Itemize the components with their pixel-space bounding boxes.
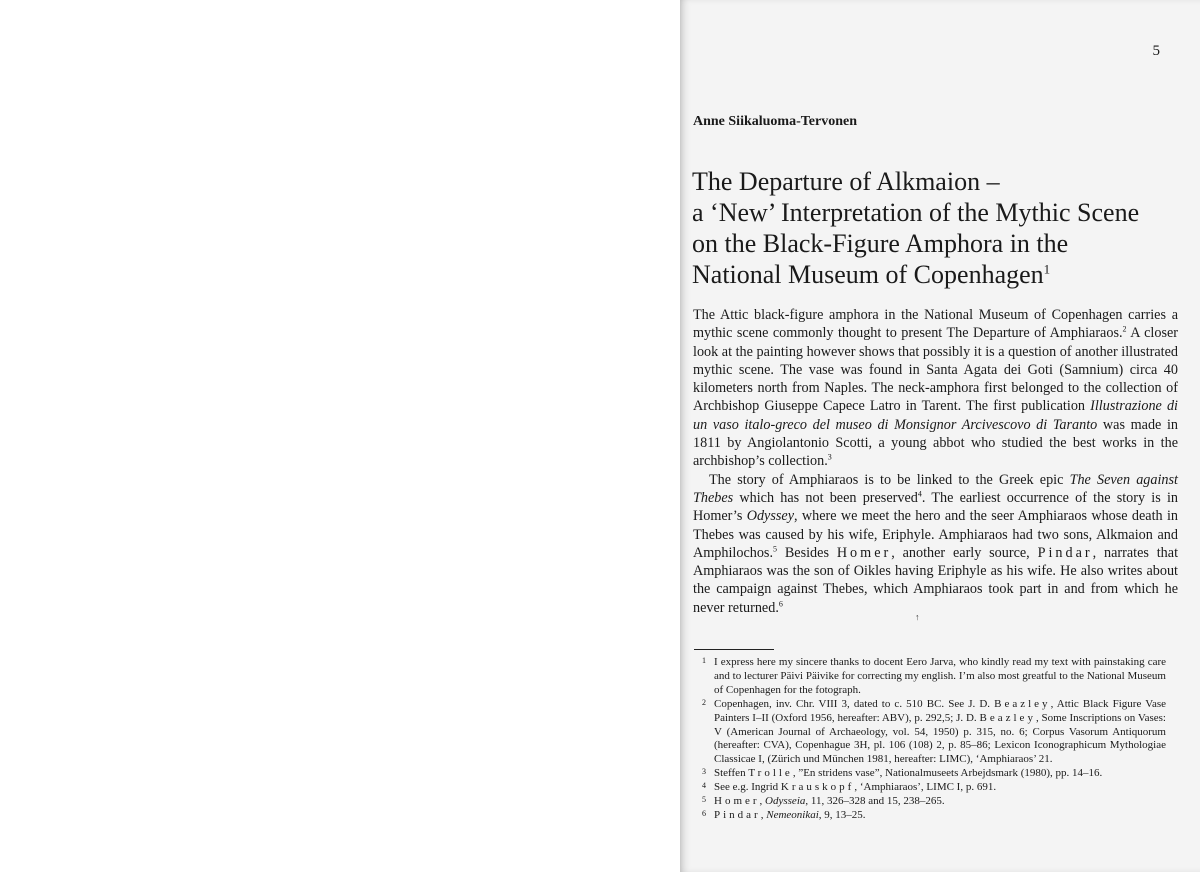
text-run: The Attic black-figure amphora in the National Museum of Copenhagen carries a mythic scene commonly thought to present The Departure of Amphiaraos. [693, 307, 1178, 342]
text-run: was made in 1811 by Angiolantonio Scotti, a young abbot who studied the best works in the archbishop’s collection. [693, 416, 1178, 470]
article-body [693, 306, 1178, 617]
footnote-number: 5 [702, 795, 706, 805]
footnote-ref[interactable]: 3 [827, 452, 832, 462]
footnote-number: 3 [702, 767, 706, 777]
paragraph [693, 306, 1178, 471]
footnote [694, 698, 1166, 768]
footnote-text: I express here my sincere thanks to docent Eero Jarva, who kindly read my text with painstaking care and to lecturer Päivi Päivike for correcting my english. I’m also most greatful to the National Museum of Copenhagen for the fotograph. [714, 656, 1166, 696]
publication-title: Illustrazione di un vaso italo-greco del museo di Monsignor Arcivescovo di Taranto [693, 398, 1179, 433]
work-title: Odyssey [746, 508, 794, 525]
footnote [694, 809, 1166, 823]
paper-page [680, 0, 1200, 872]
text-run: , narrates that Amphiaraos was the son of Oikles having Eriphyle as his wife. He also writes about the campaign against Thebes, which Amphiaraos took part in and from which he never returned. [693, 544, 1179, 616]
title-line: The Departure of Alkmaion – [692, 167, 1000, 196]
footnote-text: , Some Inscriptions on Vases: V (American Journal of Archaeology, vol. 54, 1950) p. 315, no. 6; Corpus Vasorum Antiquorum (hereafter: CVA), Copenhague 3H, pl. 106 (108) 2, p. 85–86; Lexicon Iconographicum Mythologiae Classicae I, (Zürich und München 1981, hereafter: LIMC), ‘Amphiaraos’ 21. [714, 711, 1166, 766]
page-number: 5 [1152, 43, 1160, 59]
pen-mark-icon: ↑ [915, 612, 920, 622]
footnote-text: , [759, 795, 766, 808]
text-run: The story of Amphiaraos is to be linked to the Greek epic [709, 471, 1070, 488]
footnote-text: , [760, 808, 767, 821]
footnote-divider [694, 649, 774, 650]
work-title: Odysseia [765, 795, 806, 808]
author-ref: Beazley [979, 711, 1036, 724]
author-ref: Beazley [994, 697, 1051, 710]
title-line: National Museum of Copenhagen [692, 260, 1044, 289]
work-title: The Seven against Thebes [693, 471, 1178, 506]
author-ref: Krauskopf [780, 781, 855, 794]
footnote-ref[interactable]: 2 [1122, 324, 1127, 334]
footnote-ref[interactable]: 6 [778, 599, 783, 609]
text-run: , where we meet the hero and the seer Amphiaraos whose death in Thebes was caused by his wife, Eriphyle. Amphiaraos had two sons, Alkmaion and Amphilochos. [693, 508, 1178, 561]
footnote-ref[interactable]: 4 [917, 489, 922, 499]
footnote-number: 6 [702, 808, 706, 818]
article-title [692, 166, 1182, 290]
text-run: A closer look at the painting however shows that possibly it is a question of another illustrated mythic scene. The vase was found in Santa Agata dei Goti (Samnium) circa 40 kilometers north from Naples. The neck-amphora first belonged to the collection of Archbishop Giuseppe Capece Latro in Tarent. The first publication [693, 325, 1178, 415]
footnote [694, 781, 1166, 795]
footnote-text: Copenhagen, inv. Chr. VIII 3, dated to c. 510 BC. See J. D. [714, 697, 995, 710]
text-run: . The earliest occurrence of the story is in Homer’s [693, 489, 1178, 525]
author-ref: Pindar [714, 808, 761, 821]
text-run: Besides [777, 544, 837, 561]
footnote-text: , Attic Black Figure Vase Painters I–II (Oxford 1956, hereafter: ABV), p. 292,5; J. D. [714, 697, 1166, 724]
footnote-number: 1 [702, 656, 706, 665]
footnote [694, 795, 1166, 809]
author-ref: Homer [836, 544, 892, 561]
footnote-ref[interactable]: 1 [1043, 261, 1051, 277]
text-run: which has not been preserved [733, 489, 918, 506]
author-ref: Homer [714, 795, 760, 808]
footnotes [694, 656, 1166, 823]
author-name: Anne Siikaluoma-Tervonen [693, 114, 858, 129]
title-line: a ‘New’ Interpretation of the Mythic Scene [692, 198, 1140, 227]
footnote-text: Steffen [714, 767, 749, 780]
footnote-text: , ”En stridens vase”, Nationalmuseets Arbejdsmark (1980), pp. 14–16. [792, 767, 1103, 780]
footnote [694, 767, 1166, 781]
author-ref: Pindar [1037, 544, 1093, 561]
footnote [694, 656, 1166, 698]
title-line: on the Black-Figure Amphora in the [692, 229, 1069, 258]
footnote-text: See e.g. Ingrid [714, 781, 781, 794]
work-title: Nemeonikai [766, 808, 819, 821]
footnote-text: , 11, 326–328 and 15, 238–265. [805, 795, 945, 808]
author-ref: Trolle [748, 767, 793, 780]
footnote-text: , ‘Amphiaraos’, LIMC I, p. 691. [854, 781, 997, 794]
footnote-number: 2 [702, 697, 706, 707]
paragraph [693, 471, 1178, 617]
footnote-number: 4 [702, 781, 706, 791]
text-run: , another early source, [891, 544, 1038, 561]
footnote-text: , 9, 13–25. [818, 808, 866, 821]
footnote-ref[interactable]: 5 [773, 544, 777, 554]
